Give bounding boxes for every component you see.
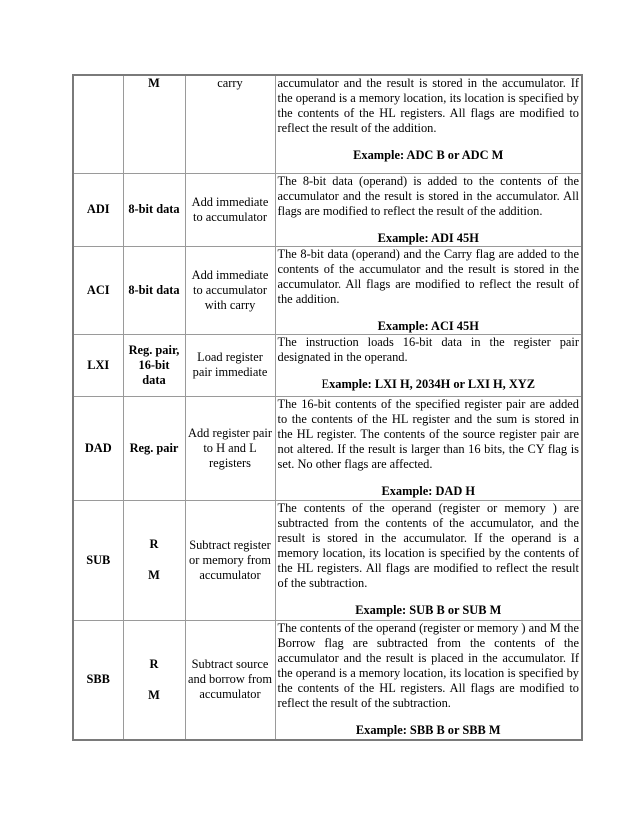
operand-cell: M <box>123 75 185 173</box>
description-cell <box>275 173 582 246</box>
mnemonic-cell: SUB <box>73 500 123 620</box>
table-row <box>73 620 582 740</box>
description-text: The 8-bit data (operand) is added to the contents of the accumulator and the result is stored in the accumulator. All flags are modified to reflect the result of the addition. <box>277 173 579 218</box>
operand-cell: Reg. pair, 16-bit data <box>123 334 185 396</box>
example-text: Example: ACI 45H <box>377 318 479 333</box>
example-text <box>278 377 580 392</box>
example-text: Example: ADC B or ADC M <box>353 148 504 162</box>
description-text: The contents of the operand (register or memory ) are subtracted from the contents of the accumulator, and the result is stored in the accumulator. If the operand is a memory location, its location is specified by the contents of the HL registers. All flags are modified to reflect the result of the subtraction. <box>277 500 579 590</box>
description-text: The 16-bit contents of the specified register pair are added to the contents of the HL register and the sum is stored in the HL register. The contents of the source register pair are not altered. If the result is larger than 16 bits, the CY flag is set. No other flags are affected. <box>277 396 579 471</box>
table-row <box>73 500 582 620</box>
description-text: The 8-bit data (operand) and the Carry flag are added to the contents of the accumulator and the result is stored in the accumulator. All flags are modified to reflect the result of the addition. <box>277 246 579 306</box>
operand-cell: Reg. pair <box>123 396 185 500</box>
table-row <box>73 246 582 334</box>
example-text: Example: SUB B or SUB M <box>355 602 502 617</box>
description-cell <box>275 75 582 173</box>
description-cell <box>275 334 582 396</box>
function-cell: Add immediate to accumulator <box>185 173 275 246</box>
mnemonic-cell <box>73 75 123 173</box>
example-text: Example: SBB B or SBB M <box>355 722 501 737</box>
instruction-table <box>72 74 583 741</box>
operand-cell: 8-bit data <box>123 173 185 246</box>
description-cell <box>275 396 582 500</box>
table-row <box>73 334 582 396</box>
mnemonic-cell: DAD <box>73 396 123 500</box>
example-text: Example: DAD H <box>381 483 476 498</box>
function-cell: Subtract source and borrow from accumulator <box>185 620 275 740</box>
description-cell <box>275 620 582 740</box>
function-cell: Add register pair to H and L registers <box>185 396 275 500</box>
mnemonic-cell: ADI <box>73 173 123 246</box>
example-text: Example: ADI 45H <box>377 230 479 245</box>
function-cell: carry <box>185 75 275 173</box>
function-cell: Add immediate to accumulator with carry <box>185 246 275 334</box>
function-cell: Subtract register or memory from accumulator <box>185 500 275 620</box>
description-cell <box>275 500 582 620</box>
example-prefix: E <box>321 376 330 391</box>
operand-cell <box>123 500 185 620</box>
mnemonic-cell: LXI <box>73 334 123 396</box>
table-row <box>73 173 582 246</box>
description-cell <box>275 246 582 334</box>
mnemonic-cell: ACI <box>73 246 123 334</box>
operand-memory: M <box>148 687 160 702</box>
operand-register: R <box>149 656 159 671</box>
description-text: accumulator and the result is stored in the accumulator. If the operand is a memory location, its location is specified by the contents of the HL registers. All flags are modified to reflect the result of the addition. <box>277 76 579 135</box>
operand-register: R <box>149 537 159 551</box>
description-text: The contents of the operand (register or memory ) and M the Borrow flag are subtracted from the contents of the accumulator and the result is placed in the accumulator. If the operand is a memory location, its location is specified by the contents of the HL registers. All flags are modified to reflect the result of the subtraction. <box>277 620 579 710</box>
operand-cell <box>123 620 185 740</box>
operand-memory: M <box>148 568 160 582</box>
function-cell: Load register pair immediate <box>185 334 275 396</box>
example-rest: xample: LXI H, 2034H or LXI H, XYZ <box>329 376 536 391</box>
mnemonic-cell: SBB <box>73 620 123 740</box>
operand-cell: 8-bit data <box>123 246 185 334</box>
table-row <box>73 75 582 173</box>
table-row <box>73 396 582 500</box>
description-text: The instruction loads 16-bit data in the register pair designated in the operand. <box>277 334 579 364</box>
